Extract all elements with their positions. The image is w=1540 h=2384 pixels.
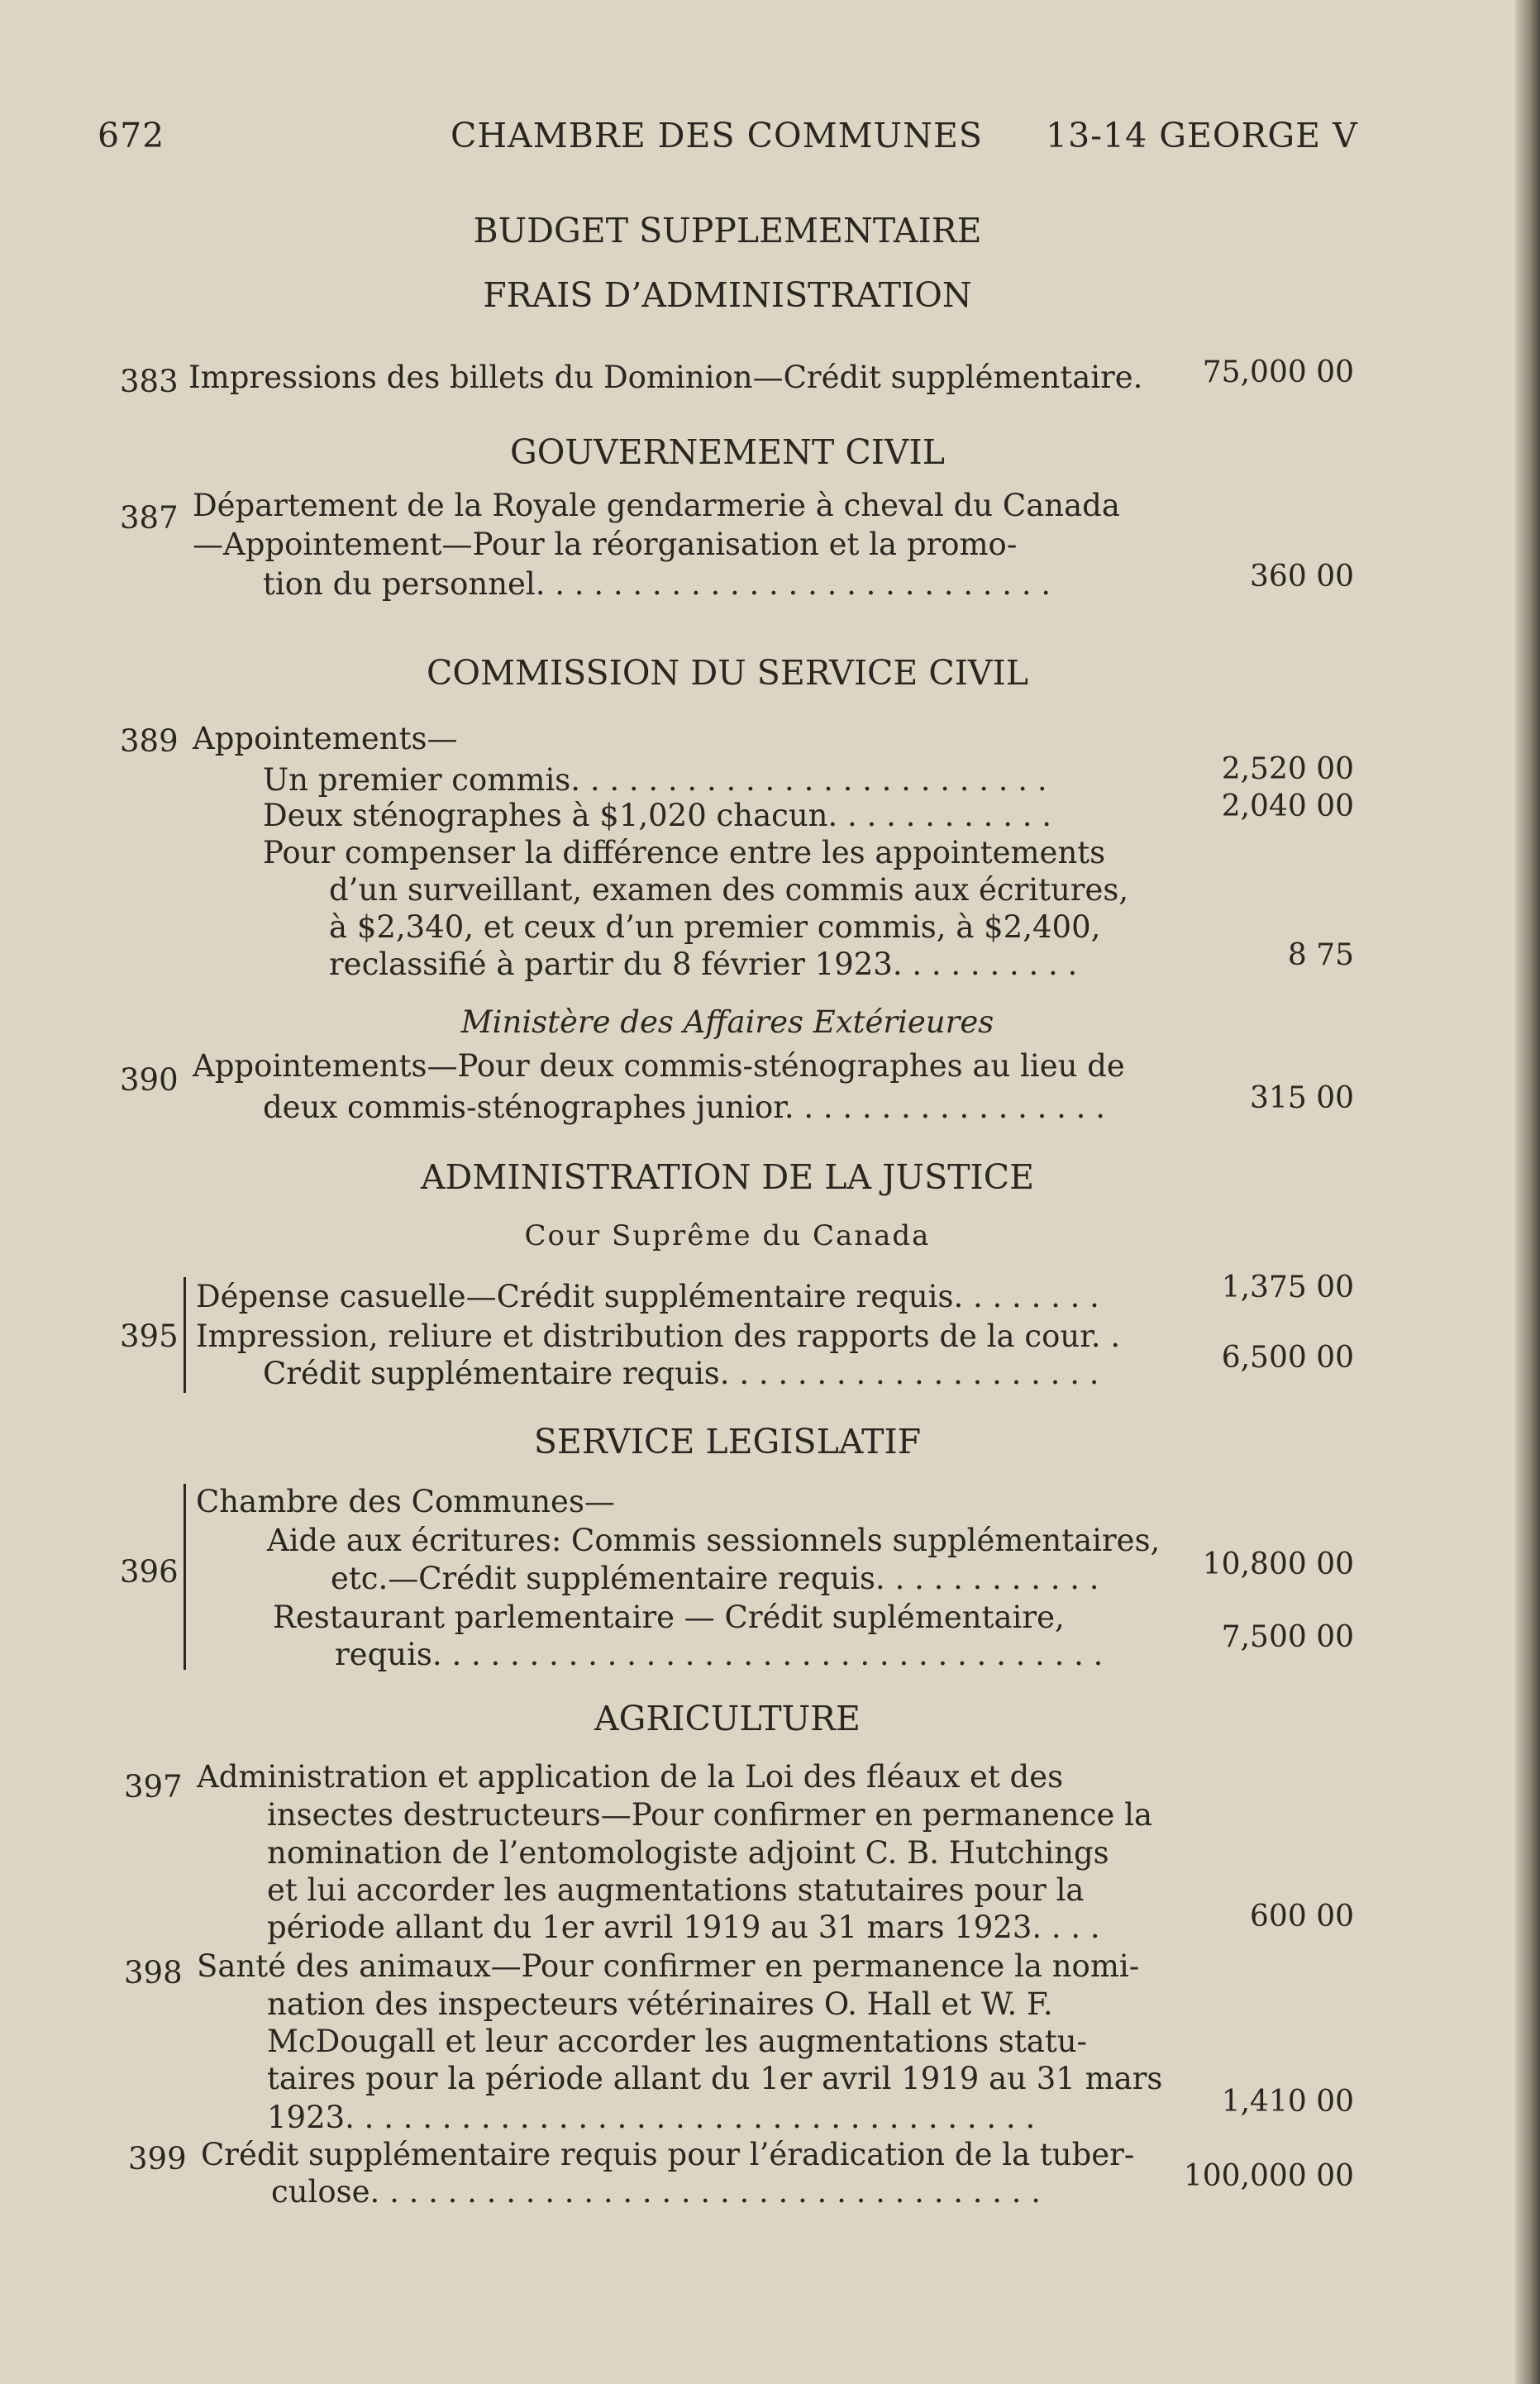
item-number: 398 [124, 1955, 183, 1991]
item-text: Administration et application de la Loi des fléaux et des [197, 1759, 1064, 1795]
section-gouvernement: GOUVERNEMENT CIVIL [510, 432, 945, 472]
item-text: Restaurant parlementaire — Crédit suplémentaire, [273, 1600, 1065, 1635]
item-text: Département de la Royale gendarmerie à cheval du Canada [193, 488, 1120, 523]
subsection-ministere: Ministère des Affaires Extérieures [460, 1004, 994, 1040]
item-text: nomination de l’entomologiste adjoint C. B. Hutchings [267, 1835, 1109, 1871]
item-text: Crédit supplémentaire requis. . . . . . . . . . . . . . . . . . . . [263, 1356, 1099, 1391]
item-amount: 2,520 00 [1221, 752, 1354, 786]
item-text: culose. . . . . . . . . . . . . . . . . . . . . . . . . . . . . . . . . . . [271, 2174, 1042, 2210]
item-text: 1923. . . . . . . . . . . . . . . . . . . . . . . . . . . . . . . . . . . . [267, 2100, 1036, 2135]
book-binding-edge [1515, 0, 1540, 2384]
item-text: période allant du 1er avril 1919 au 31 mars 1923. . . . [267, 1910, 1100, 1945]
section-commission: COMMISSION DU SERVICE CIVIL [427, 653, 1028, 693]
item-number: 387 [120, 500, 179, 536]
section-frais: FRAIS D’ADMINISTRATION [483, 275, 972, 315]
item-text: Impression, reliure et distribution des rapports de la cour. . [196, 1318, 1121, 1354]
item-amount: 7,500 00 [1221, 1620, 1354, 1654]
item-amount: 10,800 00 [1202, 1547, 1354, 1581]
item-amount: 2,040 00 [1221, 789, 1354, 823]
item-amount: 1,375 00 [1221, 1271, 1354, 1304]
item-text: etc.—Crédit supplémentaire requis. . . . . . . . . . . . [331, 1561, 1099, 1596]
section-justice: ADMINISTRATION DE LA JUSTICE [420, 1157, 1035, 1197]
item-text: Deux sténographes à $1,020 chacun. . . . . . . . . . . . [263, 798, 1052, 833]
running-title: CHAMBRE DES COMMUNES [451, 116, 983, 155]
budget-title: BUDGET SUPPLEMENTAIRE [473, 211, 982, 250]
section-legislatif: SERVICE LEGISLATIF [533, 1422, 922, 1461]
item-text: McDougall et leur accorder les augmentations statu- [267, 2024, 1088, 2059]
section-agriculture: AGRICULTURE [594, 1699, 861, 1738]
item-number: 397 [124, 1769, 183, 1805]
subsection-cour: Cour Suprême du Canada [524, 1219, 931, 1252]
item-amount: 315 00 [1250, 1081, 1354, 1115]
brace [184, 1277, 186, 1393]
item-text: d’un surveillant, examen des commis aux écritures, [329, 872, 1129, 908]
item-text: Chambre des Communes— [196, 1484, 615, 1519]
item-amount: 100,000 00 [1183, 2159, 1354, 2193]
item-text: —Appointement—Pour la réorganisation et la promo- [193, 527, 1018, 562]
item-number: 383 [120, 364, 179, 399]
item-amount: 360 00 [1250, 560, 1354, 594]
item-text: Pour compenser la différence entre les appointements [263, 835, 1106, 870]
item-text: nation des inspecteurs vétérinaires O. Hall et W. F. [267, 1986, 1053, 2022]
item-text: Crédit supplémentaire requis pour l’éradication de la tuber- [201, 2137, 1135, 2172]
reign-title: 13-14 GEORGE V [1046, 116, 1358, 155]
item-text: taires pour la période allant du 1er avril 1919 au 31 mars [267, 2061, 1163, 2096]
item-text: deux commis-sténographes junior. . . . . . . . . . . . . . . . . [263, 1089, 1105, 1125]
item-text: Un premier commis. . . . . . . . . . . . . . . . . . . . . . . . . [263, 762, 1047, 798]
item-amount: 6,500 00 [1221, 1341, 1354, 1375]
item-text: requis. . . . . . . . . . . . . . . . . . . . . . . . . . . . . . . . . . . [335, 1637, 1104, 1672]
item-amount: 1,410 00 [1221, 2085, 1354, 2119]
item-number: 390 [120, 1062, 179, 1098]
item-text: insectes destructeurs—Pour confirmer en permanence la [267, 1797, 1153, 1833]
item-text: à $2,340, et ceux d’un premier commis, à $2,400, [329, 909, 1101, 945]
item-number: 399 [128, 2141, 187, 2177]
brace [184, 1484, 186, 1670]
item-number: 395 [120, 1318, 179, 1354]
item-text: Santé des animaux—Pour confirmer en permanence la nomi- [197, 1948, 1140, 1984]
item-amount: 75,000 00 [1202, 355, 1354, 389]
item-text: reclassifié à partir du 8 février 1923. . . . . . . . . . [329, 946, 1078, 982]
item-text: Impressions des billets du Dominion—Crédit supplémentaire. [188, 360, 1143, 395]
item-text: Appointements—Pour deux commis-sténographes au lieu de [193, 1048, 1125, 1084]
item-text: tion du personnel. . . . . . . . . . . . . . . . . . . . . . . . . . . [263, 566, 1051, 602]
item-amount: 600 00 [1250, 1900, 1354, 1933]
item-text: Appointements— [193, 721, 458, 756]
item-amount: 8 75 [1287, 938, 1354, 972]
item-text: Aide aux écritures: Commis sessionnels supplémentaires, [267, 1523, 1161, 1558]
page-number: 672 [98, 116, 165, 155]
item-text: Dépense casuelle—Crédit supplémentaire requis. . . . . . . . [196, 1279, 1099, 1314]
item-number: 396 [120, 1554, 179, 1590]
item-number: 389 [120, 723, 179, 759]
item-text: et lui accorder les augmentations statutaires pour la [267, 1872, 1085, 1908]
